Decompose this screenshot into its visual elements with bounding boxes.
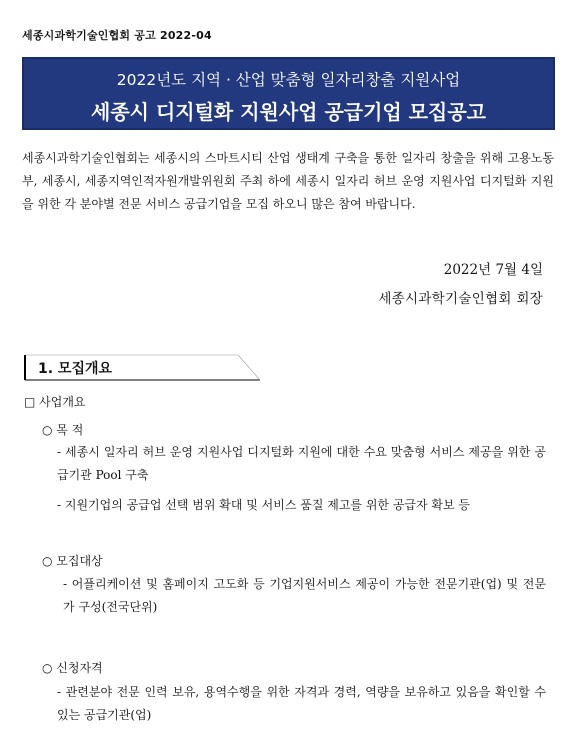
notice-number: 세종시과학기술인협회 공고 2022-04 (22, 29, 212, 42)
purpose-label: ○ 목 적 (42, 423, 84, 437)
title-line-2: 세종시 디지털화 지원사업 공급기업 모집공고 (91, 100, 486, 124)
eligibility-item-1: - 관련분야 전문 인력 보유, 용역수행을 위한 자격과 경력, 역량을 보유하고 있음을 확인할 수 있는 공급기관(업) (57, 685, 546, 722)
signer: 세종시과학기술인협회 회장 (378, 291, 543, 307)
title-banner (22, 57, 555, 130)
intro-paragraph: 세종시과학기술인협회는 세종시의 스마트시티 산업 생태계 구축을 통한 일자리 창출을 위해 고용노동부, 세종시, 세종지역인적자원개발위원회 주최 하에 세종시 일자리 허브 운영 지원사업 디지털화 지원을 위한 각 분야별 전문 서비스 공급기업을 모집 하오니 많은 참여 바랍니다. (22, 151, 554, 211)
notice-date: 2022년 7월 4일 (443, 262, 543, 278)
target-item-1: - 어플리케이션 및 홈페이지 고도화 등 기업지원서비스 제공이 가능한 전문기관(업) 및 전문가 구성(전국단위) (63, 577, 546, 614)
section-heading-text: 1. 모집개요 (38, 361, 113, 377)
title-line-1: 2022년도 지역 · 산업 맞춤형 일자리창출 지원사업 (116, 71, 461, 89)
overview-label: □ 사업개요 (24, 395, 86, 409)
target-label: ○ 모집대상 (42, 554, 103, 568)
eligibility-label: ○ 신청자격 (42, 661, 103, 675)
section-heading (24, 354, 262, 380)
purpose-item-1: - 세종시 일자리 허브 운영 지원사업 디지털화 지원에 대한 수요 맞춤형 서비스 제공을 위한 공급기관 Pool 구축 (57, 445, 546, 482)
purpose-item-2: - 지원기업의 공급업 선택 범위 확대 및 서비스 품질 제고를 위한 공급자 확보 등 (57, 498, 470, 512)
